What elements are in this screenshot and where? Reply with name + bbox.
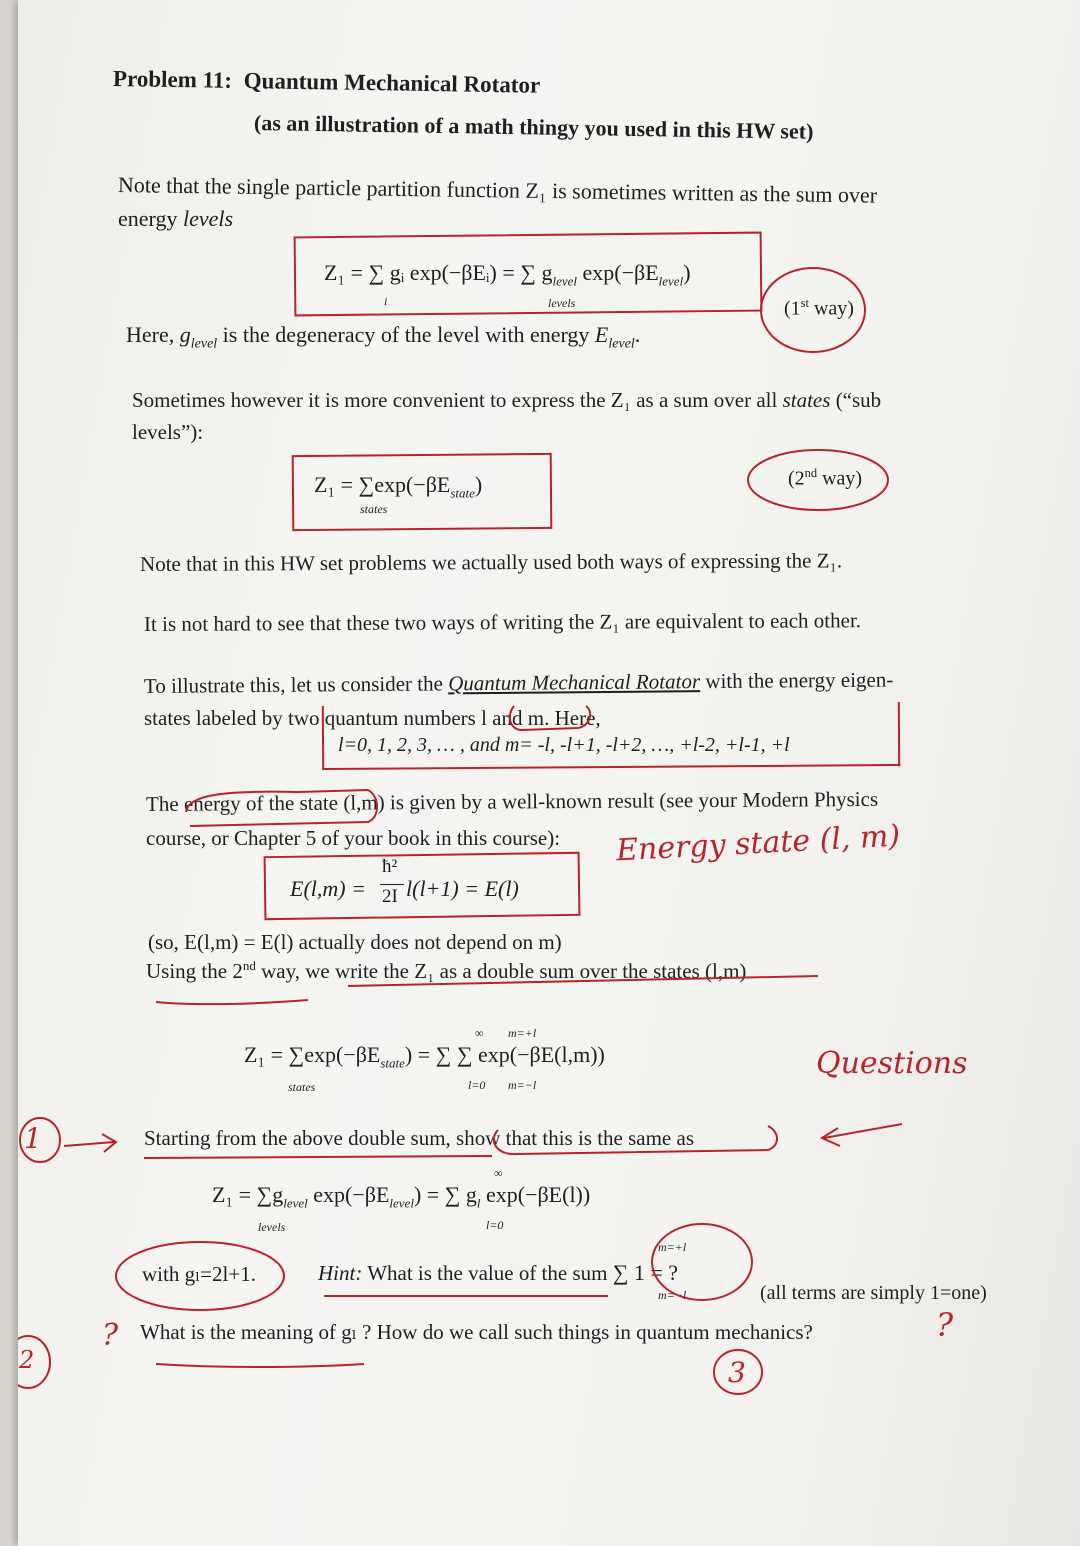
- question-1-arrow: [64, 1134, 116, 1152]
- quantum-numbers-line: l=0, 1, 2, 3, … , and m= -l, -l+1, -l+2, …, +l-2, +l-1, +l: [338, 734, 790, 756]
- energy-state-line-1: The energy of the state (l,m) is given by a well-known result (see your Modern Physics: [145, 786, 879, 816]
- using-line-underline: [348, 976, 818, 986]
- here-b: is the degeneracy of the level with energy: [217, 322, 595, 347]
- pen-annotations: [18, 0, 1080, 1546]
- question-2-text: What is the meaning of gₗ ? How do we call such things in quantum mechanics?: [140, 1320, 813, 1344]
- first-way-sup: st: [800, 296, 809, 310]
- equation-5-lhs: Z₁ = ∑g: [212, 1182, 284, 1207]
- second-way-b: way): [817, 467, 863, 490]
- equation-4-bottom-l: l=0: [468, 1078, 486, 1092]
- question-1-marker: 1: [24, 1122, 42, 1155]
- using-b: way, we write the Z₁ as a double sum over the states (l,m): [255, 959, 747, 983]
- equation-1-lhs: Z₁ = ∑ gᵢ exp(−βEᵢ) = ∑ g: [324, 260, 553, 285]
- here-e: E: [594, 322, 609, 347]
- illustrate-a: To illustrate this, let us consider the: [143, 671, 449, 698]
- equation-4-rhs: ) = ∑ ∑ exp(−βE(l,m)): [404, 1042, 605, 1067]
- hint-label: Hint:: [318, 1261, 363, 1285]
- hint-sum: ∑ 1 = ?: [612, 1260, 679, 1285]
- question-2-marker: 2: [19, 1346, 35, 1374]
- equation-5-bottom: l=0: [486, 1218, 504, 1232]
- using-a: Using the 2: [146, 959, 243, 983]
- second-way-circle: [748, 450, 888, 510]
- illustrate-c: with the energy eigen-: [699, 667, 894, 694]
- first-way-circle: [761, 268, 865, 352]
- equation-3-numerator: ħ²: [382, 856, 398, 877]
- first-way-b: way): [808, 297, 854, 320]
- equation-5-mid: ) = ∑ g: [413, 1182, 477, 1207]
- sometimes-states: states: [782, 388, 831, 412]
- equation-1-sub-level: level: [552, 273, 577, 289]
- problem-name: Quantum Mechanical Rotator: [243, 68, 541, 98]
- here-g: g: [179, 322, 191, 347]
- handwritten-questions: Questions: [816, 1046, 968, 1081]
- using-line-underline-2: [156, 1000, 308, 1004]
- equation-5-sub-3: l: [476, 1195, 481, 1211]
- problem-number: Problem 11:: [112, 66, 233, 93]
- here-g-sub: level: [190, 336, 218, 352]
- equation-5-end: exp(−βE(l)): [480, 1182, 591, 1207]
- here-a: Here,: [126, 322, 180, 347]
- question-2-qmark: ?: [102, 1318, 119, 1353]
- equation-3-denominator: 2I: [382, 886, 398, 907]
- equation-2-close: ): [474, 472, 483, 497]
- intro-levels-word: levels: [182, 206, 234, 231]
- question-2-underline: [156, 1364, 364, 1367]
- problem-subtitle: (as an illustration of a math thingy you used in this HW set): [253, 110, 814, 144]
- illustrate-line-2: states labeled by two quantum numbers l and m. Here,: [144, 706, 601, 730]
- intro-line-2-text: energy: [118, 206, 183, 231]
- second-way-sup: nd: [804, 466, 818, 480]
- hint-text: What is the value of the sum: [362, 1261, 613, 1285]
- sometimes-a: Sometimes however it is more convenient to express the Z₁ as a sum over all: [132, 388, 783, 412]
- equation-5-sub-2: level: [389, 1195, 414, 1211]
- handwritten-energy-state: Energy state (l, m): [615, 818, 901, 869]
- with-g-line: with gₗ=2l+1.: [142, 1262, 256, 1286]
- equation-5-top: ∞: [494, 1166, 503, 1180]
- equation-1-close: ): [683, 260, 691, 285]
- here-dot: .: [634, 322, 641, 347]
- question-1-circle: [20, 1118, 60, 1162]
- equation-5-index-levels: levels: [258, 1220, 286, 1234]
- not-hard-line: It is not hard to see that these two ways of writing the Z₁ are equivalent to each other.: [143, 608, 862, 636]
- hint-sum-circle: [652, 1224, 752, 1300]
- equation-4-lhs: Z₁ = ∑exp(−βE: [244, 1042, 381, 1067]
- hint-sum-bottom: m=−l: [658, 1288, 687, 1302]
- equation-5-sub: level: [283, 1195, 308, 1211]
- right-arrow-mark: [822, 1124, 902, 1146]
- illustrate-rotator: Quantum Mechanical Rotator: [448, 669, 701, 696]
- equation-5-exp: exp(−βE: [307, 1182, 390, 1207]
- equation-4-top-l: ∞: [475, 1026, 484, 1040]
- quantum-numbers-circle: [510, 706, 590, 730]
- equation-3-lhs: E(l,m) =: [290, 876, 366, 901]
- with-g-circle: [116, 1242, 284, 1310]
- homework-page: [18, 0, 1080, 1546]
- hint-sum-top: m=+l: [658, 1240, 687, 1254]
- equation-2-sub: state: [450, 485, 475, 501]
- equation-3-rhs: l(l+1) = E(l): [406, 876, 519, 901]
- equation-2-index-states: states: [360, 502, 388, 516]
- second-way-a: (2: [788, 467, 805, 490]
- equation-1-index-i: i: [384, 294, 388, 308]
- sometimes-line-2: levels”):: [132, 420, 204, 444]
- equation-1-sub-level-2: level: [658, 273, 684, 289]
- first-way-a: (1: [784, 297, 801, 320]
- energy-state-circle: [186, 790, 377, 826]
- here-e-sub: level: [608, 336, 635, 352]
- intro-line-1: Note that the single particle partition function Z₁ is sometimes written as the sum over: [117, 172, 878, 208]
- question-1-underline: [144, 1156, 492, 1158]
- question-1-text: Starting from the above double sum, show that this is the same as: [144, 1126, 694, 1150]
- question-3-marker: 3: [728, 1356, 746, 1389]
- show-that-circle: [494, 1126, 777, 1154]
- equation-4-index-states: states: [288, 1080, 316, 1094]
- equation-4-top-m: m=+l: [508, 1026, 537, 1040]
- question-3-circle: [714, 1350, 762, 1394]
- equation-4-bottom-m: m=−l: [508, 1078, 537, 1092]
- equation-1-exp: exp(−βE: [577, 260, 659, 285]
- question-2-circle: [18, 1336, 50, 1388]
- so-line: (so, E(l,m) = E(l) actually does not depend on m): [148, 930, 562, 954]
- energy-state-line-2: course, or Chapter 5 of your book in this course):: [146, 826, 561, 850]
- question-3-qmark: ?: [936, 1306, 954, 1344]
- using-sup: nd: [242, 958, 256, 973]
- equation-2-lhs: Z₁ = ∑exp(−βE: [314, 472, 451, 497]
- sometimes-c: (“sub: [830, 388, 882, 412]
- all-terms-note: (all terms are simply 1=one): [760, 1282, 987, 1304]
- equation-1-index-levels: levels: [548, 296, 576, 310]
- equation-4-sub: state: [380, 1055, 405, 1071]
- note-both-ways: Note that in this HW set problems we actually used both ways of expressing the Z₁.: [139, 548, 843, 576]
